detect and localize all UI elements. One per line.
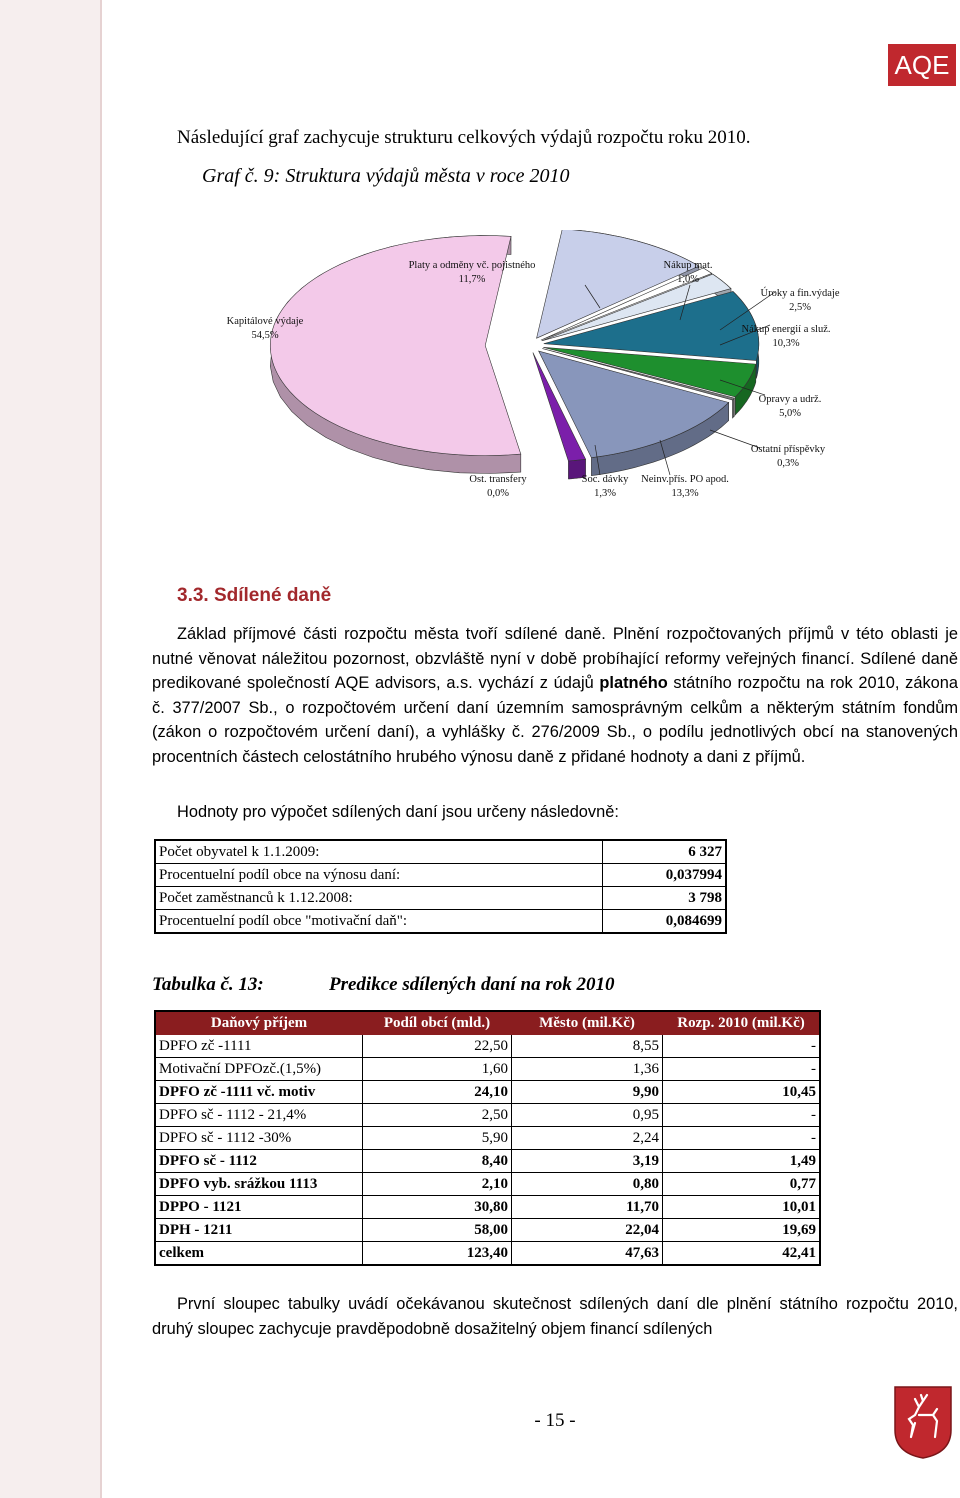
- table-cell: DPFO sč - 1112: [155, 1150, 363, 1173]
- table-row: [155, 1173, 820, 1196]
- table-cell: 47,63: [512, 1242, 663, 1266]
- pie-value-label: 0,0%: [487, 488, 509, 499]
- table-cell: 8,55: [512, 1035, 663, 1058]
- header-budget-2010: Rozp. 2010 (mil.Kč): [663, 1011, 821, 1035]
- table-cell: 30,80: [363, 1196, 512, 1219]
- pie-label: Ost. transfery: [469, 474, 527, 485]
- table-header-row: [155, 1011, 820, 1035]
- table-cell: 123,40: [363, 1242, 512, 1266]
- paragraph-part2: státního rozpočtu na rok 2010, zákona č. 377/2007 Sb., o rozpočtovém určení daní územním samosprávným celkům a některým státním fondům (zákon o rozpočtovém určení daní), a vyhlášky č. 276/2009 Sb., o podílu jednotlivých obcí na stanovených procentních částech celostátního hrubého výnosu daně z přidané hodnoty a dani z příjmů.: [152, 674, 958, 766]
- header-municipal-share: Podíl obcí (mld.): [363, 1011, 512, 1035]
- table-cell: 3,19: [512, 1150, 663, 1173]
- pie-value-label: 2,5%: [789, 302, 811, 313]
- table-row: [155, 1219, 820, 1242]
- body-paragraph: [152, 622, 958, 770]
- table-cell: 42,41: [663, 1242, 821, 1266]
- page-number: - 15 -: [534, 1410, 576, 1431]
- pie-value-label: 0,3%: [777, 458, 799, 469]
- table-cell: 0,80: [512, 1173, 663, 1196]
- header-tax-income: Daňový příjem: [155, 1011, 363, 1035]
- table-cell: 1,36: [512, 1058, 663, 1081]
- pie-value-label: 1,0%: [677, 274, 699, 285]
- table-cell: 58,00: [363, 1219, 512, 1242]
- pie-label: Neinv.přís. PO apod.: [641, 474, 729, 485]
- pie-label: Nákup mat.: [663, 260, 713, 271]
- table-cell: 10,01: [663, 1196, 821, 1219]
- table-cell: 2,50: [363, 1104, 512, 1127]
- table-cell: DPFO zč -1111 vč. motiv: [155, 1081, 363, 1104]
- table-row: [155, 1058, 820, 1081]
- town-crest-icon: [893, 1385, 953, 1460]
- pie-value-label: 11,7%: [458, 274, 486, 285]
- table-cell: 0,95: [512, 1104, 663, 1127]
- lead-text: Hodnoty pro výpočet sdílených daní jsou určeny následovně:: [177, 803, 619, 821]
- param-row: [155, 840, 726, 864]
- table-cell: DPH - 1211: [155, 1219, 363, 1242]
- table-row: [155, 1104, 820, 1127]
- param-row: [155, 910, 726, 934]
- table-cell: 1,60: [363, 1058, 512, 1081]
- table-row: [155, 1035, 820, 1058]
- intro-text: Následující graf zachycuje strukturu celkových výdajů rozpočtu roku 2010.: [177, 127, 751, 148]
- param-value: 3 798: [603, 887, 727, 910]
- table-cell: 2,24: [512, 1127, 663, 1150]
- table-cell: 2,10: [363, 1173, 512, 1196]
- param-row: [155, 887, 726, 910]
- table-title: Predikce sdílených daní na rok 2010: [329, 974, 615, 995]
- pie-slice-side: [733, 398, 735, 418]
- pie-label: Nákup energií a služ.: [741, 324, 831, 335]
- table-cell: DPFO zč -1111: [155, 1035, 363, 1058]
- table-cell: -: [663, 1104, 821, 1127]
- pie-label: Kapitálové výdaje: [226, 316, 304, 327]
- pie-label: Ostatní příspěvky: [750, 444, 826, 455]
- header-city: Město (mil.Kč): [512, 1011, 663, 1035]
- expenditure-pie-chart: [200, 230, 860, 530]
- table-cell: DPFO vyb. srážkou 1113: [155, 1173, 363, 1196]
- tax-prediction-table: [154, 1010, 821, 1266]
- table-cell: 0,77: [663, 1173, 821, 1196]
- pie-value-label: 5,0%: [779, 408, 801, 419]
- graph-title: Graf č. 9: Struktura výdajů města v roce 2010: [202, 165, 570, 187]
- section-heading: 3.3. Sdílené daně: [177, 585, 332, 606]
- pie-label: Úroky a fin.výdaje: [760, 288, 840, 299]
- pie-label: Soc. dávky: [581, 474, 629, 485]
- table-row: [155, 1127, 820, 1150]
- table-cell: -: [663, 1035, 821, 1058]
- table-cell: DPFO sč - 1112 - 21,4%: [155, 1104, 363, 1127]
- page-margin-strip: [0, 0, 102, 1498]
- param-label: Počet obyvatel k 1.1.2009:: [155, 840, 603, 864]
- table-row: [155, 1081, 820, 1104]
- table-row: [155, 1196, 820, 1219]
- pie-label: Opravy a udrž.: [758, 394, 822, 405]
- param-label: Procentuelní podíl obce "motivační daň":: [155, 910, 603, 934]
- table-cell: Motivační DPFOzč.(1,5%): [155, 1058, 363, 1081]
- table-cell: celkem: [155, 1242, 363, 1266]
- table-cell: DPPO - 1121: [155, 1196, 363, 1219]
- table-cell: 22,04: [512, 1219, 663, 1242]
- param-label: Počet zaměstnanců k 1.12.2008:: [155, 887, 603, 910]
- table-cell: 10,45: [663, 1081, 821, 1104]
- closing-paragraph: [152, 1292, 958, 1341]
- table-number: Tabulka č. 13:: [152, 974, 264, 995]
- table-cell: -: [663, 1058, 821, 1081]
- pie-value-label: 13,3%: [671, 488, 699, 499]
- closing-text: První sloupec tabulky uvádí očekávanou skutečnost sdílených daní dle plnění státního rozpočtu 2010, druhý sloupec zachycuje pravděpodobně dosažitelný objem financí sdílených: [152, 1295, 958, 1338]
- table-cell: 9,90: [512, 1081, 663, 1104]
- table-cell: 1,49: [663, 1150, 821, 1173]
- pie-value-label: 1,3%: [594, 488, 616, 499]
- table-cell: 22,50: [363, 1035, 512, 1058]
- table-cell: -: [663, 1127, 821, 1150]
- aqe-logo: AQE: [888, 44, 956, 86]
- table-row: [155, 1150, 820, 1173]
- param-value: 0,037994: [603, 864, 727, 887]
- paragraph-bold: platného: [599, 674, 668, 693]
- table-cell: 19,69: [663, 1219, 821, 1242]
- table-cell: 5,90: [363, 1127, 512, 1150]
- table-cell: DPFO sč - 1112 -30%: [155, 1127, 363, 1150]
- pie-label: Platy a odměny vč. pojistného: [408, 260, 536, 271]
- pie-value-label: 54,5%: [251, 330, 279, 341]
- paragraph-part1: Základ příjmové části rozpočtu města tvoří sdílené daně. Plnění rozpočtovaných příjmů v této oblasti je nutné věnovat náležitou pozornost, obzvláště nyní v době probíhající reformy veřejných financí. Sdílené daně predikované společností AQE advisors, a.s. vychází z údajů: [152, 625, 958, 693]
- param-label: Procentuelní podíl obce na výnosu daní:: [155, 864, 603, 887]
- param-row: [155, 864, 726, 887]
- pie-value-label: 10,3%: [772, 338, 800, 349]
- parameters-table: [154, 839, 727, 934]
- param-value: 6 327: [603, 840, 727, 864]
- table-cell: 11,70: [512, 1196, 663, 1219]
- table-row: [155, 1242, 820, 1266]
- table-cell: 8,40: [363, 1150, 512, 1173]
- table-cell: 24,10: [363, 1081, 512, 1104]
- param-value: 0,084699: [603, 910, 727, 934]
